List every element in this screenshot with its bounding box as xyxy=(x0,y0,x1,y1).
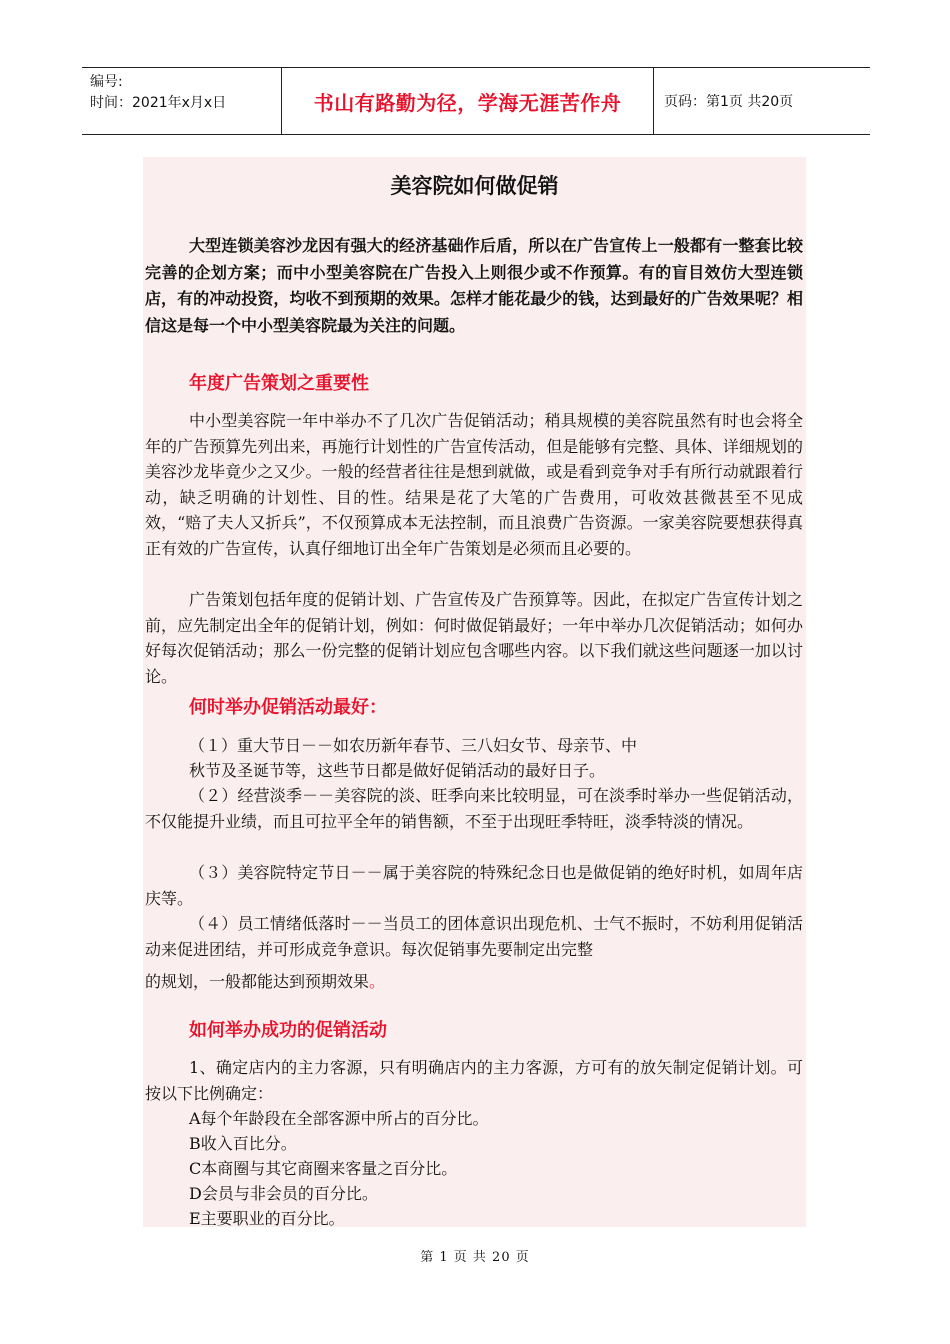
time-label: 时间：2021年x月x日 xyxy=(90,95,227,111)
list-item: A每个年龄段在全部客源中所占的百分比。 xyxy=(189,1109,489,1128)
header-page-info: 页码：第1页 共20页 xyxy=(664,94,794,110)
document-title: 美容院如何做促销 xyxy=(390,174,559,198)
number-label: 编号: xyxy=(90,74,123,90)
list-item: B收入百比分。 xyxy=(189,1134,297,1153)
list-item: E主要职业的百分比。 xyxy=(189,1209,345,1227)
section1-paragraph-2: 广告策划包括年度的促销计划、广告宣传及广告预算等。因此，在拟定广告宣传计划之前，应先制定出全年的促销计划，例如：何时做促销最好；一年中举办几次促销活动；如何办好每次促销活动；那么一份完整的促销计划应包含哪些内容。以下我们就这些问题逐一加以讨论。 xyxy=(145,590,803,686)
document-header xyxy=(82,67,870,135)
list-item: D会员与非会员的百分比。 xyxy=(189,1184,378,1203)
timing-item-1-line-1: （１）重大节日－－如农历新年春节、三八妇女节、母亲节、中 xyxy=(189,736,638,755)
header-meta xyxy=(82,68,282,134)
timing-item-3: （３）美容院特定节日－－属于美容院的特殊纪念日也是做促销的绝好时机，如周年店庆等。 xyxy=(145,863,803,908)
section1-paragraph-1: 中小型美容院一年中举办不了几次广告促销活动；稍具规模的美容院虽然有时也会将全年的广告预算先列出来，再施行计划性的广告宣传活动，但是能够有完整、具体、详细规划的美容沙龙毕竟少之又少。一般的经营者往往是想到就做，或是看到竞争对手有所行动就跟着行动，缺乏明确的计划性、目的性。结果是花了大笔的广告费用，可收效甚微甚至不见成效，“赔了夫人又折兵”，不仅预算成本无法控制，而且浪费广告资源。一家美容院要想获得真正有效的广告宣传，认真仔细地订出全年广告策划是必须而且必要的。 xyxy=(145,411,803,558)
section-heading-success: 如何举办成功的促销活动 xyxy=(189,1020,387,1041)
timing-item-4-tail xyxy=(145,969,385,995)
header-motto: 书山有路勤为径，学海无涯苦作舟 xyxy=(282,68,654,134)
section-heading-importance: 年度广告策划之重要性 xyxy=(189,373,369,394)
timing-item-2: （２）经营淡季－－美容院的淡、旺季向来比较明显，可在淡季时举办一些促销活动，不仅能提升业绩，而且可拉平全年的销售额，不至于出现旺季特旺，淡季特淡的情况。 xyxy=(145,786,803,831)
success-paragraph-1: 1、确定店内的主力客源，只有明确店内的主力客源，方可有的放矢制定促销计划。可按以下比例确定： xyxy=(145,1058,803,1103)
section-heading-timing: 何时举办促销活动最好： xyxy=(189,697,387,718)
content-panel xyxy=(143,157,806,1227)
intro-paragraph: 大型连锁美容沙龙因有强大的经济基础作后盾，所以在广告宣传上一般都有一整套比较完善的企划方案；而中小型美容院在广告投入上则很少或不作预算。有的盲目效仿大型连锁店，有的冲动投资，均收不到预期的效果。怎样才能花最少的钱，达到最好的广告效果呢？相信这是每一个中小型美容院最为关注的问题。 xyxy=(145,236,803,335)
list-item: C本商圈与其它商圈来客量之百分比。 xyxy=(189,1159,458,1178)
timing-item-4-end: 。 xyxy=(369,972,386,991)
page-footer: 第 1 页 共 20 页 xyxy=(420,1250,530,1265)
timing-item-4: （４）员工情绪低落时－－当员工的团体意识出现危机、士气不振时，不妨利用促销活动来促进团结，并可形成竞争意识。每次促销事先要制定出完整 xyxy=(145,914,803,959)
timing-item-4-tail-text: 的规划，一般都能达到预期效果 xyxy=(145,972,370,991)
timing-item-1-line-2: 秋节及圣诞节等，这些节日都是做好促销活动的最好日子。 xyxy=(189,761,606,780)
